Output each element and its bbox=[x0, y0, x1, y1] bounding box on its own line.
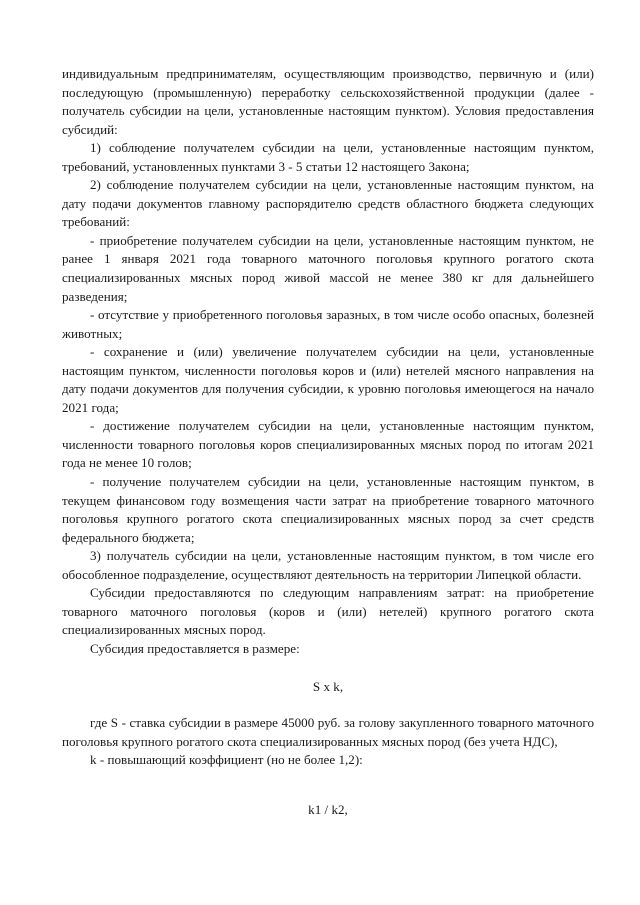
paragraph-requirement-livestock: - сохранение и (или) увеличение получателем субсидии на цели, установленные настоящим пунктом, численности поголовья коров и (или) нетелей мясного направления на дату подачи документов для получения субсидии, к уровню поголовья имеющегося на начало 2021 года; bbox=[62, 344, 594, 415]
paragraph-intro: индивидуальным предпринимателям, осуществляющим производство, первичную и (или) последующую (промышленную) переработку сельскохозяйственной продукции (далее - получатель субсидии на цели, установленные настоящим пунктом). Условия предоставления субсидий: bbox=[62, 66, 594, 137]
paragraph-condition-2: 2) соблюдение получателем субсидии на цели, установленные настоящим пунктом, на дату подачи документов главному распорядителю средств областного бюджета следующих требований: bbox=[62, 177, 594, 230]
paragraph-requirement-purchase: - приобретение получателем субсидии на цели, установленные настоящим пунктом, не ранее 1 января 2021 года товарного маточного поголовья крупного рогатого скота специализированных мясных пород живой массой не менее 380 кг для дальнейшего разведения; bbox=[62, 232, 594, 304]
paragraph-explanation-s: где S - ставка субсидии в размере 45000 руб. за голову закупленного товарного маточного поголовья крупного рогатого скота специализированных мясных пород (без учета НДС), bbox=[62, 715, 594, 749]
paragraph-subsidy-amount: Субсидия предоставляется в размере: bbox=[90, 640, 300, 656]
formula-s-times-k: S x k, bbox=[312, 678, 344, 694]
paragraph-condition-3: 3) получатель субсидии на цели, установленные настоящим пунктом, в том числе его обособленное подразделение, осуществляют деятельность на территории Липецкой области. bbox=[62, 548, 594, 582]
paragraph-requirement-federal: - получение получателем субсидии на цели, установленные настоящим пунктом, в текущем финансовом году возмещения части затрат на приобретение товарного маточного поголовья крупного рогатого скота специализированных мясных пород за счет средств федерального бюджета; bbox=[62, 474, 594, 545]
paragraph-condition-1: 1) соблюдение получателем субсидии на цели, установленные настоящим пунктом, требований, установленных пунктами 3 - 5 статьи 12 настоящего Закона; bbox=[62, 140, 594, 174]
paragraph-requirement-target: - достижение получателем субсидии на цели, установленные настоящим пунктом, численности товарного поголовья коров специализированных мясных пород по итогам 2021 года не менее 10 голов; bbox=[62, 418, 594, 471]
paragraph-requirement-health: - отсутствие у приобретенного поголовья заразных, в том числе особо опасных, болезней животных; bbox=[62, 307, 594, 341]
formula-k1-over-k2: k1 / k2, bbox=[308, 801, 348, 817]
paragraph-explanation-k: k - повышающий коэффициент (но не более 1,2): bbox=[90, 752, 363, 768]
document-page bbox=[62, 65, 594, 819]
paragraph-cost-directions: Субсидии предоставляются по следующим направлениям затрат: на приобретение товарного маточного поголовья (коров и (или) нетелей) крупного рогатого скота специализированных мясных пород. bbox=[62, 585, 594, 638]
